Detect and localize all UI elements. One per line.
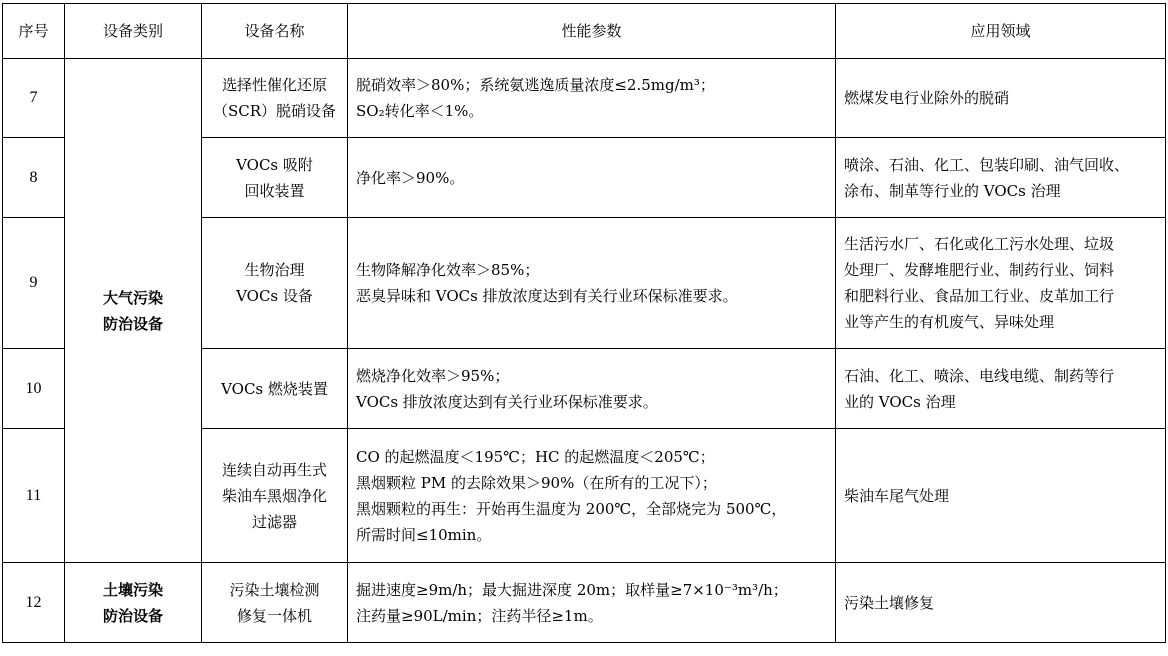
row-seq: 9 bbox=[3, 218, 65, 349]
param-line: 生物降解净化效率＞85%； bbox=[356, 261, 540, 279]
table-row bbox=[3, 563, 1166, 643]
table-row bbox=[3, 59, 1166, 138]
performance-params bbox=[348, 563, 836, 643]
row-seq: 10 bbox=[3, 349, 65, 429]
category-line: 防治设备 bbox=[102, 314, 163, 333]
field-line: 燃煤发电行业除外的脱硝 bbox=[844, 89, 1010, 107]
header-name: 设备名称 bbox=[202, 4, 348, 59]
equipment-name bbox=[202, 563, 348, 643]
field-line: 涂布、制革等行业的 VOCs 治理 bbox=[844, 181, 1061, 200]
equipment-name bbox=[202, 429, 348, 563]
equipment-name bbox=[202, 59, 348, 138]
equipment-name bbox=[202, 138, 348, 218]
header-category: 设备类别 bbox=[65, 4, 202, 59]
application-field bbox=[836, 138, 1166, 218]
header-field: 应用领域 bbox=[836, 4, 1166, 59]
category-line: 土壤污染 bbox=[102, 580, 163, 599]
param-line: 恶臭异味和 VOCs 排放浓度达到有关行业环保标准要求。 bbox=[356, 287, 738, 305]
param-line: 黑烟颗粒的再生：开始再生温度为 200℃，全部烧完为 500℃， bbox=[356, 499, 787, 518]
param-line: 燃烧净化效率＞95%； bbox=[356, 366, 510, 385]
application-field bbox=[836, 218, 1166, 349]
header-params: 性能参数 bbox=[348, 4, 836, 59]
header-row bbox=[3, 4, 1166, 59]
performance-params bbox=[348, 429, 836, 563]
field-line: 喷涂、石油、化工、包装印刷、油气回收、 bbox=[844, 155, 1130, 174]
field-line: 和肥料行业、食品加工行业、皮革加工行 bbox=[844, 287, 1115, 305]
field-line: 生活污水厂、石化或化工污水处理、垃圾 bbox=[844, 235, 1115, 253]
param-line: 掘进速度≥9m/h；最大掘进深度 20m；取样量≥7×10⁻³m³/h； bbox=[356, 580, 788, 599]
field-line: 污染土壤修复 bbox=[844, 593, 935, 612]
performance-params bbox=[348, 59, 836, 138]
category-air bbox=[65, 59, 202, 563]
field-line: 处理厂、发酵堆肥行业、制药行业、饲料 bbox=[844, 261, 1115, 279]
application-field bbox=[836, 429, 1166, 563]
equipment-name bbox=[202, 349, 348, 429]
category-line: 防治设备 bbox=[102, 606, 163, 625]
name-line: 回收装置 bbox=[244, 181, 305, 200]
name-line: 污染土壤检测 bbox=[229, 580, 320, 599]
param-line: CO 的起燃温度＜195℃；HC 的起燃温度＜205℃； bbox=[356, 447, 715, 466]
param-line: 净化率＞90%。 bbox=[356, 168, 465, 187]
performance-params bbox=[348, 218, 836, 349]
performance-params bbox=[348, 138, 836, 218]
name-line: （SCR）脱硝设备 bbox=[212, 102, 337, 120]
category-line: 大气污染 bbox=[102, 288, 163, 307]
application-field bbox=[836, 563, 1166, 643]
row-seq: 7 bbox=[3, 59, 65, 138]
row-seq: 11 bbox=[3, 429, 65, 563]
field-line: 柴油车尾气处理 bbox=[844, 486, 950, 505]
performance-params bbox=[348, 349, 836, 429]
equipment-table bbox=[2, 3, 1166, 643]
field-line: 业等产生的有机废气、异味处理 bbox=[844, 313, 1055, 331]
name-line: VOCs 吸附 bbox=[236, 155, 313, 174]
row-seq: 8 bbox=[3, 138, 65, 218]
param-line: 所需时间≤10min。 bbox=[356, 525, 492, 544]
equipment-name bbox=[202, 218, 348, 349]
name-line: VOCs 设备 bbox=[236, 287, 313, 305]
name-line: 过滤器 bbox=[251, 512, 297, 531]
field-line: 业的 VOCs 治理 bbox=[844, 392, 956, 411]
param-line: 黑烟颗粒 PM 的去除效果＞90%（在所有的工况下）； bbox=[356, 473, 717, 492]
param-line: SO₂转化率＜1%。 bbox=[356, 102, 484, 120]
param-line: 注药量≥90L/min；注药半径≥1m。 bbox=[356, 606, 603, 625]
field-line: 石油、化工、喷涂、电线电缆、制药等行 bbox=[844, 366, 1115, 385]
name-line: VOCs 燃烧装置 bbox=[221, 379, 328, 398]
application-field bbox=[836, 59, 1166, 138]
header-seq: 序号 bbox=[3, 4, 65, 59]
application-field bbox=[836, 349, 1166, 429]
name-line: 连续自动再生式 bbox=[221, 460, 327, 479]
param-line: 脱硝效率＞80%；系统氨逃逸质量浓度≤2.5mg/m³； bbox=[356, 76, 715, 94]
name-line: 修复一体机 bbox=[236, 606, 312, 625]
param-line: VOCs 排放浓度达到有关行业环保标准要求。 bbox=[356, 392, 658, 411]
name-line: 选择性催化还原 bbox=[221, 76, 327, 94]
row-seq: 12 bbox=[3, 563, 65, 643]
name-line: 生物治理 bbox=[244, 261, 305, 279]
category-soil bbox=[65, 563, 202, 643]
name-line: 柴油车黑烟净化 bbox=[221, 486, 327, 505]
